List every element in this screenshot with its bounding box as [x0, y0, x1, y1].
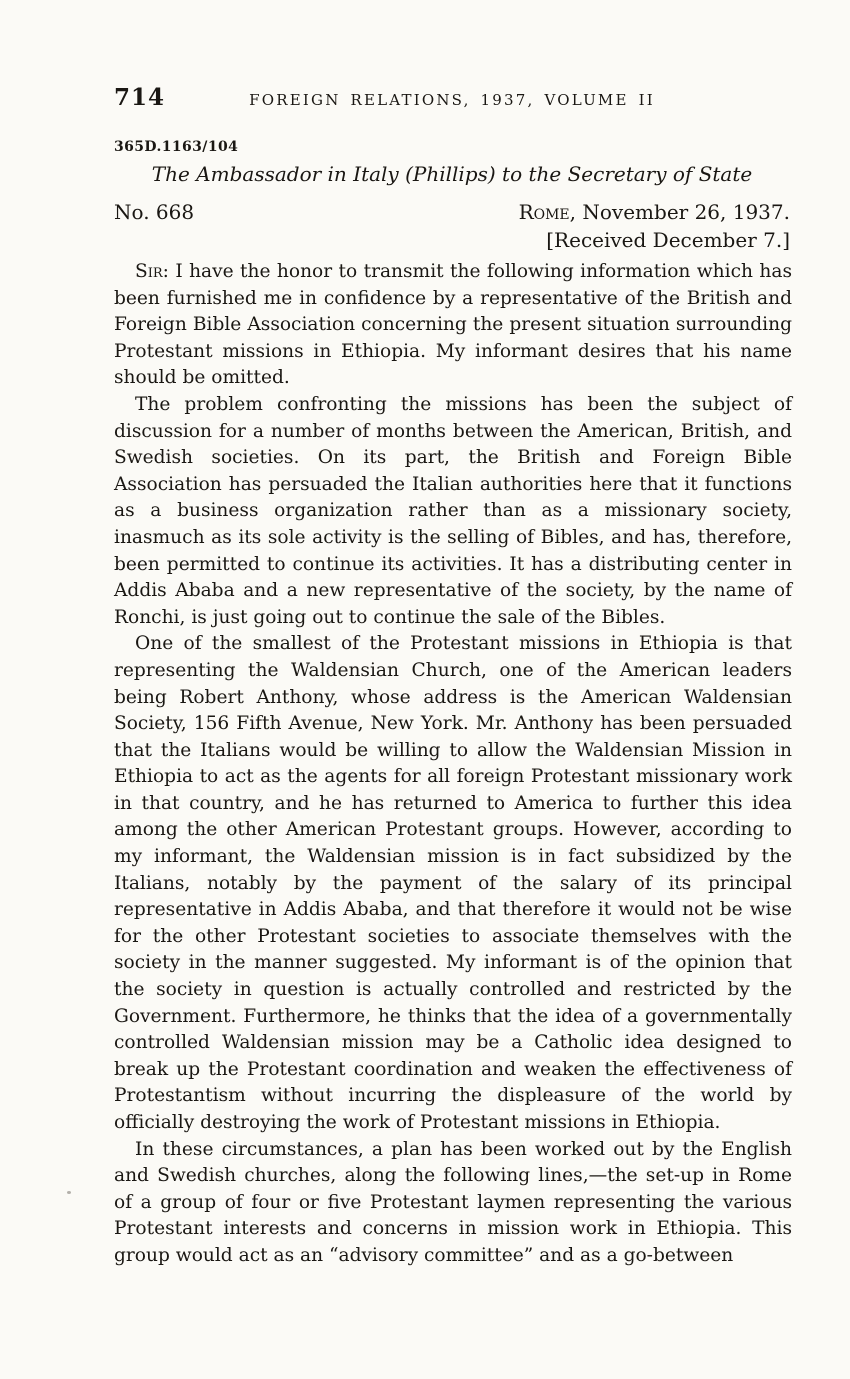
salutation: Sir — [135, 261, 163, 282]
document-meta-line — [114, 200, 790, 224]
file-reference: 365D.1163/104 — [114, 139, 239, 155]
body-paragraph: One of the smallest of the Protestant missions in Ethiopia is that representing the Waldensian Church, one of the American leaders being Robert Anthony, whose address is the American Waldensian Society, 156 Fifth Avenue, New York. Mr. Anthony has been persuaded that the Italians would be willing to allow the Waldensian Mission in Ethiopia to act as the agents for all foreign Protestant missionary work in that country, and he has returned to America to further this idea among the other American Protestant groups. However, according to my informant, the Waldensian mission is in fact subsidized by the Italians, notably by the payment of the salary of its principal representative in Addis Ababa, and that therefore it would not be wise for the other Protestant societies to associate themselves with the society in the manner suggested. My informant is of the opinion that the society in question is actually controlled and restricted by the Government. Furthermore, he thinks that the idea of a governmentally controlled Waldensian mission may be a Catholic idea designed to break up the Protestant coordination and weaken the effectiveness of Protestantism without incurring the displeasure of the world by officially destroying the work of Protestant missions in Ethiopia. — [114, 633, 792, 1133]
page-speck — [67, 1191, 71, 1194]
body-paragraph: Sir: I have the honor to transmit the following information which has been furnished me in confidence by a representative of the British and Foreign Bible Association concerning the present situation surrounding Protestant missions in Ethiopia. My informant desires that his name should be omitted. — [114, 261, 792, 389]
document-body — [114, 259, 792, 1270]
body-paragraph: In these circumstances, a plan has been worked out by the English and Swedish churches, along the following lines,—the set-up in Rome of a group of four or five Protestant laymen representing the various Protestant interests and concerns in mission work in Ethiopia. This group would act as an “advisory committee” and as a go-between — [114, 1138, 792, 1266]
dateline-place: Rome — [518, 200, 570, 224]
document-number: No. 668 — [114, 200, 195, 224]
dateline-date: , November 26, 1937. — [569, 200, 790, 224]
dateline — [519, 200, 790, 224]
running-head: FOREIGN RELATIONS, 1937, VOLUME II — [249, 91, 655, 109]
document-title: The Ambassador in Italy (Phillips) to the Secretary of State — [151, 162, 753, 186]
page-number: 714 — [114, 84, 166, 111]
received-date: [Received December 7.] — [546, 228, 790, 252]
body-paragraph: The problem confronting the missions has been the subject of discussion for a number of months between the American, British, and Swedish societies. On its part, the British and Foreign Bible Association has persuaded the Italian authorities here that it functions as a business organization rather than as a missionary society, inasmuch as its sole activity is the selling of Bibles, and has, therefore, been permitted to continue its activities. It has a distributing center in Addis Ababa and a new representative of the society, by the name of Ronchi, is just going out to continue the sale of the Bibles. — [114, 393, 792, 628]
